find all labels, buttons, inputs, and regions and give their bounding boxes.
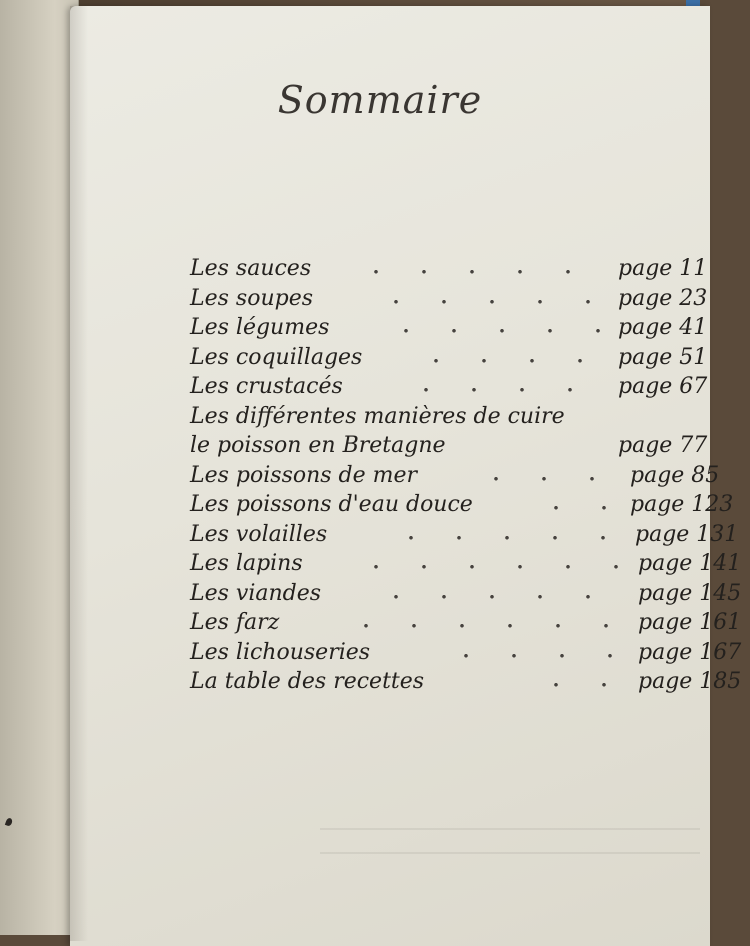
dot-leader: [340, 254, 600, 284]
toc-entry-page: page 185: [638, 669, 742, 694]
toc-entry-page: page 85: [630, 462, 720, 488]
dot-leader: [430, 638, 620, 668]
toc-entry: [190, 638, 750, 668]
dot-leader: [360, 284, 600, 314]
dot-leader: [375, 520, 615, 550]
toc-entry-page: page 41: [618, 315, 708, 340]
toc-entry: [190, 343, 750, 373]
dot-leader: [370, 313, 600, 343]
dot-leader: [520, 490, 620, 520]
toc-entry-label: Les coquillages: [190, 344, 363, 370]
dot-leader: [340, 549, 620, 579]
toc-entry-label: Les sauces: [190, 256, 312, 281]
toc-entry: [190, 579, 750, 609]
toc-entry-label: Les lapins: [190, 551, 303, 576]
dot-leader: [460, 461, 610, 491]
toc-entry: [190, 490, 750, 520]
toc-entry-label: Les soupes: [190, 285, 314, 311]
toc-entry: [190, 372, 750, 402]
dot-leader: [520, 667, 620, 697]
toc-entry: [190, 549, 750, 579]
toc-entry: [190, 254, 750, 284]
toc-entry-page: page 141: [638, 551, 742, 576]
toc-entry-page: page 23: [618, 285, 708, 311]
toc-entry: [190, 402, 750, 461]
dot-leader: [360, 579, 620, 609]
table-of-contents: [190, 254, 750, 697]
toc-entry-page: page 51: [618, 344, 708, 370]
toc-entry-page: page 161: [638, 610, 742, 635]
dot-leader: [330, 608, 620, 638]
dot-leader: [400, 343, 600, 373]
toc-entry-page: page 167: [638, 639, 742, 665]
toc-entry: [190, 667, 750, 697]
toc-entry: [190, 520, 750, 550]
page-title: Sommaire: [277, 78, 483, 122]
book-page: [70, 6, 742, 946]
toc-entry-page: page 77: [618, 433, 708, 458]
toc-entry-label: Les crustacés: [190, 374, 343, 399]
toc-entry: [190, 313, 750, 343]
toc-entry-label: Les farz: [190, 610, 280, 635]
toc-entry-page: page 67: [618, 374, 708, 399]
dot-leader: [390, 372, 600, 402]
toc-entry-label: La table des recettes: [190, 669, 425, 694]
toc-entry-label: Les viandes: [190, 580, 322, 606]
toc-entry: [190, 461, 750, 491]
toc-entry-label: Les volailles: [190, 521, 328, 547]
toc-entry: [190, 608, 750, 638]
toc-entry-label: Les poissons d'eau douce: [190, 492, 473, 517]
toc-entry-page: page 131: [635, 521, 739, 547]
toc-entry-page: page 145: [638, 580, 742, 606]
page-gutter-shadow: [70, 6, 88, 941]
toc-entry-label: Les légumes: [190, 315, 330, 340]
toc-entry-page: page 11: [618, 256, 708, 281]
toc-entry-page: page 123: [630, 492, 734, 517]
left-page-edge: [0, 0, 79, 935]
toc-entry-label: Les poissons de mer: [190, 462, 418, 488]
toc-entry: [190, 284, 750, 314]
bleed-through-text: [320, 806, 700, 876]
toc-entry-label: Les lichouseries: [190, 639, 371, 665]
toc-entry-label: Les différentes manières de cuire le poisson en Bretagne: [190, 403, 565, 458]
